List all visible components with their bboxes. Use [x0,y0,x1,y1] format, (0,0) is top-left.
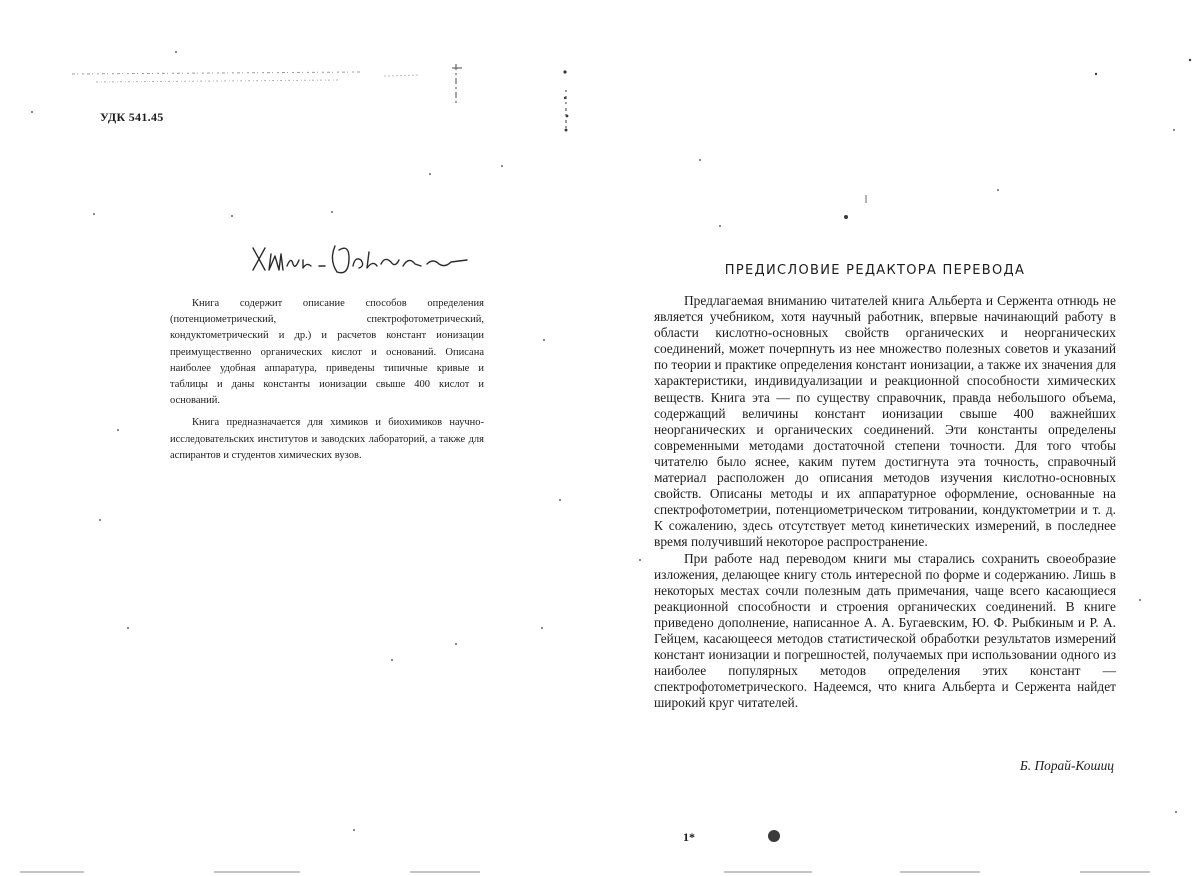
preface-paragraph: При работе над переводом книги мы старались сохранить своеобразие изложения, делающее книгу столь интересной по форме и содержанию. Лишь в некоторых местах сочли полезным дать примечания, чаще всего касающиеся реакционной способности и строения органических соединений. В книге приведено дополнение, написанное А. А. Бугаевским, Ю. Ф. Рыбкиным и Р. А. Гейцем, касающееся методов статистической обработки результатов измерений констант ионизации и погрешностей, получаемых при использовании одного из наиболее популярных методов определения этих констант — спектрофотометрического. Надеемся, что книга Альберта и Сержента найдет широкий круг читателей. [654,550,1116,711]
editor-signature: Б. Порай-Кошиц [1019,758,1114,773]
book-annotation [170,296,484,464]
annotation-paragraph: Книга предназначается для химиков и биохимиков научно-исследовательских институтов и заводских лабораторий, а также для аспирантов и студентов химических вузов. [170,417,484,461]
annotation-paragraph: Книга содержит описание способов определения (потенциометрический, спектрофотометрический, кондуктометрический и др.) и расчетов констант ионизации преимущественно органических кислот и оснований. Описана наиболее удобная аппаратура, приведены типичные кривые и таблицы и даны константы ионизации свыше 400 кислот и оснований. [170,298,484,407]
preface-body [654,293,1116,711]
preface-paragraph: Предлагаемая вниманию читателей книга Альберта и Сержента отнюдь не является учебником, хотя научный работник, впервые начинающий работу в области кислотно-основных свойств органических и неорганических соединений, может почерпнуть из нее множество полезных советов и указаний по теории и практике определения констант ионизации, а также их значения для характеристики, индивидуализации и реакционной способности химических веществ. Книга эта — по существу справочник, правда небольшого объема, содержащий величины констант ионизации свыше 400 важнейших неорганических и органических соединений. Эти константы определены современными методами достаточной степени точности. Для того чтобы читателю было яснее, каким путем достигнута эта точность, справочный материал расположен до описания методов изучения кислотно-основных свойств. Описаны методы и их аппаратурное оформление, основанные на спектрофотометрии, потенциометрическом титровании, кондуктометрии и т. д. К сожалению, здесь отсутствует метод кинетических измерений, в последнее время получивший некоторое распространение. [654,293,1116,550]
preface-title: ПРЕДИСЛОВИЕ РЕДАКТОРА ПЕРЕВОДА [724,263,1026,278]
page-number: 1* [683,830,695,844]
udk-code: УДК 541.45 [100,110,164,124]
handwritten-note [245,226,485,286]
